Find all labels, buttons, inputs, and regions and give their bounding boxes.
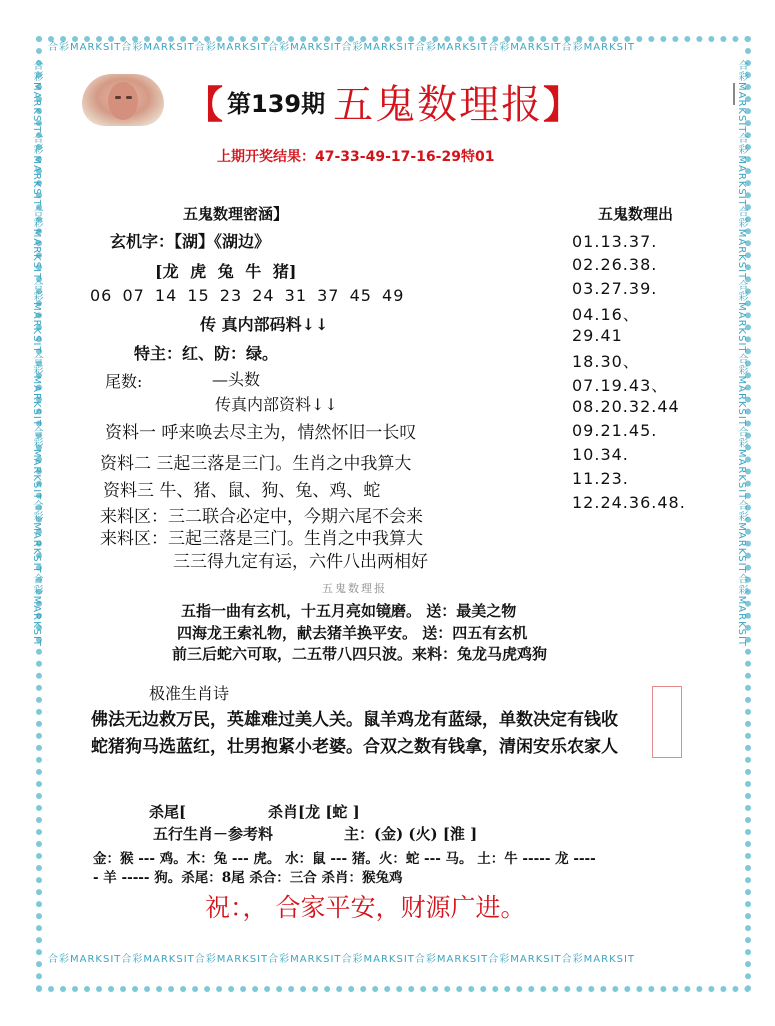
last-draw-result: 上期开奖结果：47-33-49-17-16-29特01: [217, 149, 495, 165]
secret-heading: 五鬼数理密涵】: [183, 205, 289, 223]
number-group: 04.16、: [572, 305, 640, 324]
element-line: 金：猴 --- 鸡。木：兔 --- 虎。 水：鼠 --- 猪。火：蛇 --- 马。 土：牛 ----- 龙 ----: [93, 851, 596, 867]
poem-line: 佛法无边救万民，英雄难过美人关。鼠羊鸡龙有蓝绿，单数决定有钱收: [91, 710, 618, 730]
number-group: 08.20.32.44: [572, 397, 680, 416]
poem-heading: 极准生肖诗: [149, 684, 230, 703]
edge-mark: [733, 83, 735, 105]
info-line: 来料区：三二联合必定中，今期六尾不会来: [100, 507, 423, 527]
poem-line: 蛇猪狗马选蓝红，壮男抱紧小老婆。合双之数有钱拿，清闲安乐农家人: [91, 737, 618, 757]
fax-note: 传真内部资料↓↓: [215, 395, 338, 414]
tail-value: —头数: [212, 370, 261, 389]
mystery-word: 玄机字：【湖】《湖边》: [110, 232, 271, 251]
seal-stamp: [652, 686, 682, 758]
info-line: 资料三 牛、猪、鼠、狗、兔、鸡、蛇: [103, 481, 381, 501]
left-bracket: 【: [185, 81, 224, 127]
number-group: 07.19.43、: [572, 376, 669, 395]
hint-line: 四海龙王索礼物，献去猪羊换平安。 送：四五有玄机: [177, 624, 528, 642]
fax-note: 传 真内部码料↓↓: [200, 315, 329, 334]
header: [185, 76, 581, 126]
info-line: 三三得九定有运，六件八出两相好: [173, 552, 428, 572]
issue-number: 第139期: [227, 89, 326, 118]
kill-tail: 杀尾[: [149, 803, 187, 821]
info-line: 来料区：三起三落是三门。生肖之中我算大: [100, 529, 423, 549]
number-group: 03.27.39.: [572, 279, 658, 298]
watermark-right: 合彩MARKSIT合彩MARKSIT合彩MARKSIT合彩MARKSIT合彩MARKSIT合彩MARKSIT合彩MARKSIT合彩MARKSIT: [736, 60, 747, 648]
info-line: 资料一 呼来唤去尽主为，情然怀旧一长叹: [105, 423, 417, 443]
number-group: 09.21.45.: [572, 421, 658, 440]
number-group: 18.30、: [572, 352, 640, 371]
number-list: 06 07 14 15 23 24 31 37 45 49: [90, 286, 405, 305]
kill-zodiac: 杀肖[龙 [蛇 ]: [268, 803, 360, 821]
hint-line: 前三后蛇六可取，二五带八四只波。来料：兔龙马虎鸡狗: [172, 645, 548, 663]
eye-icon: [115, 96, 121, 99]
special-hint: 特主：红、防：绿。: [134, 344, 279, 363]
watermark-left: 合彩MARKSIT合彩MARKSIT合彩MARKSIT合彩MARKSIT合彩MARKSIT合彩MARKSIT合彩MARKSIT合彩MARKSIT: [31, 60, 42, 648]
tail-label: 尾数:: [105, 372, 143, 391]
avatar: [82, 74, 164, 126]
blessing: 祝：， 合家平安，财源广进。: [205, 893, 526, 922]
hint-line: 五指一曲有玄机，十五月亮如镜磨。 送：最美之物: [181, 602, 517, 620]
number-group: 12.24.36.48.: [572, 493, 686, 512]
info-line: 资料二 三起三落是三门。生肖之中我算大: [100, 454, 412, 474]
eye-icon: [126, 96, 132, 99]
face-icon: [108, 82, 138, 120]
five-elements: 五行生肖－参考料: [153, 825, 274, 843]
watermark-top: 合彩MARKSIT合彩MARKSIT合彩MARKSIT合彩MARKSIT合彩MARKSIT合彩MARKSIT合彩MARKSIT合彩MARKSIT: [48, 42, 636, 52]
watermark-bottom: 合彩MARKSIT合彩MARKSIT合彩MARKSIT合彩MARKSIT合彩MARKSIT合彩MARKSIT合彩MARKSIT合彩MARKSIT: [48, 954, 636, 964]
number-group: 01.13.37.: [572, 232, 658, 251]
main-element: 主：(金) (火) [淮 ]: [344, 825, 478, 843]
zodiac-list: [龙 虎 兔 牛 猪]: [155, 262, 297, 281]
right-bracket: 】: [543, 81, 582, 127]
section-title: 五鬼数理报: [322, 582, 387, 595]
number-group: 02.26.38.: [572, 255, 658, 274]
element-line: - 羊 ----- 狗。杀尾：8尾 杀合：三合 杀肖：猴兔鸡: [93, 870, 403, 886]
number-group: 10.34.: [572, 445, 629, 464]
right-heading: 五鬼数理出: [598, 205, 674, 223]
number-group: 11.23.: [572, 469, 629, 488]
number-group: 29.41: [572, 326, 623, 345]
page-title: 五鬼数理报: [333, 81, 544, 128]
